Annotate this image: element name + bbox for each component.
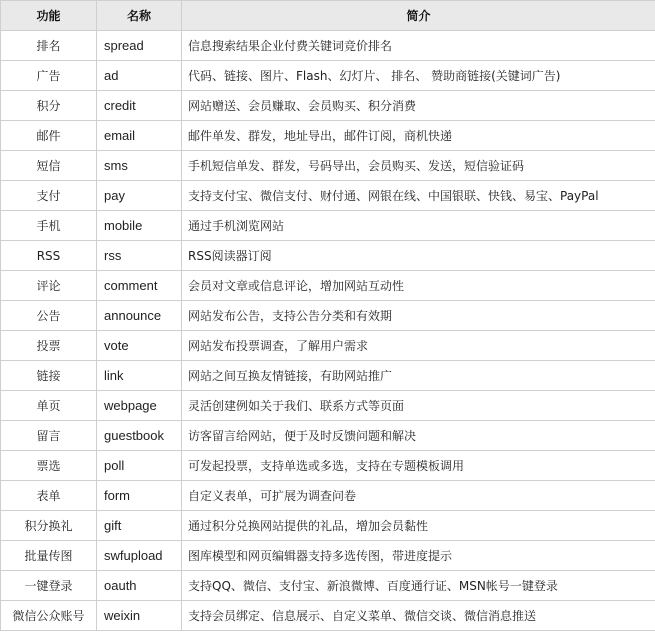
table-row (1, 181, 655, 211)
header-description: 简介 (182, 1, 655, 31)
table-row (1, 511, 655, 541)
cell-name: swfupload (97, 541, 182, 571)
table-row (1, 541, 655, 571)
cell-description: 支持会员绑定、信息展示、自定义菜单、微信交谈、微信消息推送 (182, 601, 655, 631)
cell-function: 排名 (1, 31, 97, 61)
table-row (1, 481, 655, 511)
cell-description: 会员对文章或信息评论，增加网站互动性 (182, 271, 655, 301)
cell-function: 一键登录 (1, 571, 97, 601)
cell-description: 通过积分兑换网站提供的礼品，增加会员黏性 (182, 511, 655, 541)
cell-description: 支持QQ、微信、支付宝、新浪微博、百度通行证、MSN帐号一键登录 (182, 571, 655, 601)
table-row (1, 151, 655, 181)
cell-name: credit (97, 91, 182, 121)
header-row (1, 1, 655, 31)
cell-description: 网站发布公告，支持公告分类和有效期 (182, 301, 655, 331)
table-row (1, 331, 655, 361)
cell-name: ad (97, 61, 182, 91)
cell-function: 批量传图 (1, 541, 97, 571)
table-row (1, 61, 655, 91)
table-row (1, 361, 655, 391)
header-function: 功能 (1, 1, 97, 31)
cell-function: 评论 (1, 271, 97, 301)
cell-description: 信息搜索结果企业付费关键词竞价排名 (182, 31, 655, 61)
table-row (1, 391, 655, 421)
header-name: 名称 (97, 1, 182, 31)
cell-name: gift (97, 511, 182, 541)
cell-function: 单页 (1, 391, 97, 421)
cell-name: oauth (97, 571, 182, 601)
cell-name: link (97, 361, 182, 391)
table-row (1, 451, 655, 481)
cell-description: 支持支付宝、微信支付、财付通、网银在线、中国银联、快钱、易宝、PayPal (182, 181, 655, 211)
cell-name: rss (97, 241, 182, 271)
cell-function: 表单 (1, 481, 97, 511)
cell-description: 可发起投票，支持单选或多选，支持在专题模板调用 (182, 451, 655, 481)
cell-function: 手机 (1, 211, 97, 241)
cell-name: email (97, 121, 182, 151)
table-row (1, 211, 655, 241)
table-row (1, 31, 655, 61)
cell-function: 邮件 (1, 121, 97, 151)
cell-description: 灵活创建例如关于我们、联系方式等页面 (182, 391, 655, 421)
cell-description: 通过手机浏览网站 (182, 211, 655, 241)
table-row (1, 421, 655, 451)
table-body (1, 31, 655, 631)
cell-function: 公告 (1, 301, 97, 331)
cell-function: 短信 (1, 151, 97, 181)
cell-name: weixin (97, 601, 182, 631)
cell-description: 邮件单发、群发，地址导出，邮件订阅，商机快递 (182, 121, 655, 151)
table-row (1, 571, 655, 601)
cell-description: 代码、链接、图片、Flash、幻灯片、 排名、 赞助商链接(关键词广告) (182, 61, 655, 91)
cell-function: 广告 (1, 61, 97, 91)
cell-description: 自定义表单，可扩展为调查问卷 (182, 481, 655, 511)
table-row (1, 241, 655, 271)
cell-function: 留言 (1, 421, 97, 451)
cell-name: vote (97, 331, 182, 361)
cell-function: 投票 (1, 331, 97, 361)
cell-name: form (97, 481, 182, 511)
cell-function: 积分换礼 (1, 511, 97, 541)
cell-function: 支付 (1, 181, 97, 211)
cell-name: announce (97, 301, 182, 331)
cell-function: 链接 (1, 361, 97, 391)
cell-name: webpage (97, 391, 182, 421)
table-row (1, 601, 655, 631)
table-row (1, 91, 655, 121)
cell-name: sms (97, 151, 182, 181)
table-header (1, 1, 655, 31)
cell-description: 网站之间互换友情链接，有助网站推广 (182, 361, 655, 391)
cell-description: 图库模型和网页编辑器支持多选传图，带进度提示 (182, 541, 655, 571)
cell-function: 微信公众账号 (1, 601, 97, 631)
cell-description: 网站赠送、会员赚取、会员购买、积分消费 (182, 91, 655, 121)
cell-name: pay (97, 181, 182, 211)
cell-description: 访客留言给网站，便于及时反馈问题和解决 (182, 421, 655, 451)
table-row (1, 271, 655, 301)
cell-function: 票选 (1, 451, 97, 481)
cell-name: poll (97, 451, 182, 481)
table-row (1, 301, 655, 331)
cell-description: 网站发布投票调查，了解用户需求 (182, 331, 655, 361)
cell-function: 积分 (1, 91, 97, 121)
cell-name: comment (97, 271, 182, 301)
cell-name: guestbook (97, 421, 182, 451)
cell-description: 手机短信单发、群发，号码导出，会员购买、发送，短信验证码 (182, 151, 655, 181)
cell-function: RSS (1, 241, 97, 271)
cell-description: RSS阅读器订阅 (182, 241, 655, 271)
cell-name: spread (97, 31, 182, 61)
cell-name: mobile (97, 211, 182, 241)
table-row (1, 121, 655, 151)
